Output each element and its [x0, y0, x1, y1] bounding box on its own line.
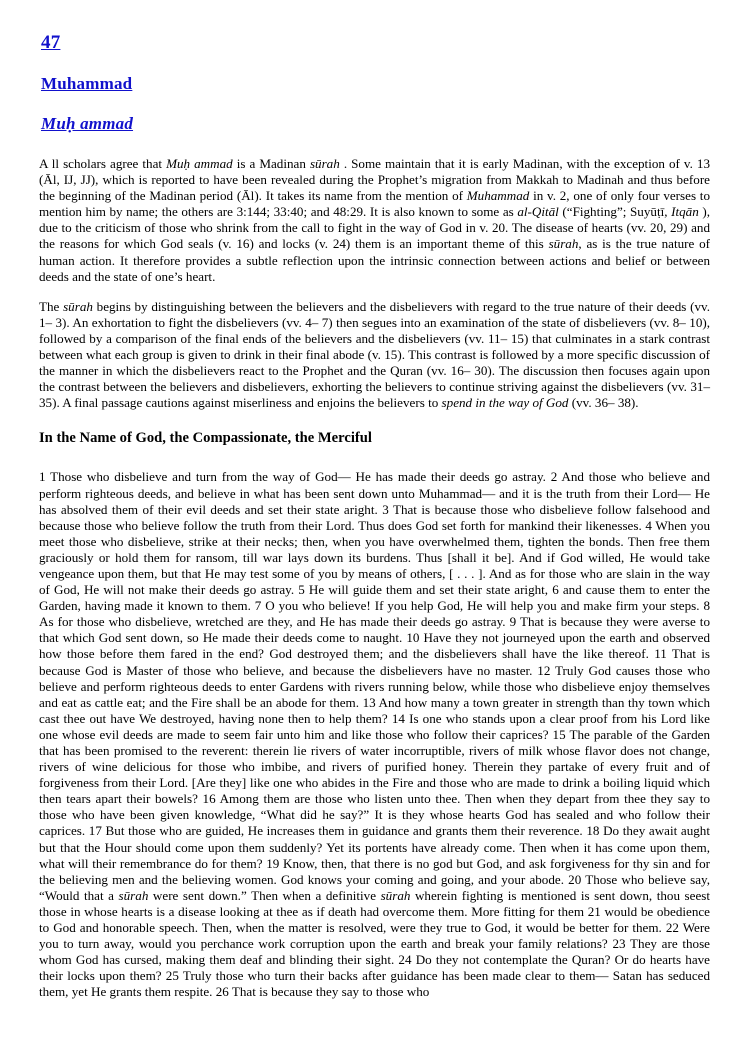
bismillah-heading: In the Name of God, the Compassionate, the Merciful — [39, 430, 372, 447]
chapter-number — [41, 32, 710, 54]
intro-paragraph-1 — [39, 156, 710, 285]
chapter-number-link[interactable]: 47 — [41, 32, 61, 53]
chapter-title-transliteration-link[interactable]: Muḥ ammad — [41, 114, 134, 133]
chapter-title-link[interactable]: Muhammad — [41, 74, 133, 93]
verse-body-text: 1 Those who disbelieve and turn from the way of God— He has made their deeds go astray. 2 And those who believe and perform righteous deeds, and believe in what has been sent down unto Muhammad— and it is the truth from their Lord— He has absolved them of their evil deeds and set their state aright. 3 That is because those who disbelieve follow falsehood and because those who believe follow the truth from their Lord. Thus does God set forth for mankind their likenesses. 4 When you meet those who disbelieve, strike at their necks; then, when you have overwhelmed them, tighten the bonds. Then free them graciously or hold them for ransom, till war lays down its burdens. Thus [shall it be]. And if God willed, He would take vengeance upon them, but that He may test some of you by means of others, [ . . . ]. And as for those who are slain in the way of God, He will not make their deeds go astray. 5 He will guide them and set their state aright, 6 and cause them to enter the Garden, having made it known to them. 7 O you who believe! If you help God, He will help you and make firm your steps. 8 As for those who disbelieve, wretched are they, and He has made their deeds go astray. 9 That is because they were averse to that which God sent down, so He made their deeds come to naught. 10 Have they not journeyed upon the earth and observed how those before them fared in the end? God destroyed them; and the disbelievers shall have the like thereof. 11 That is because God is Master of those who believe, and because the disbelievers have no master. 12 Truly God causes those who believe and perform righteous deeds to enter Gardens with rivers running below, while those who disbelieve enjoy themselves and eat as cattle eat; and the Fire shall be an abode for them. 13 And how many a town greater in strength than thy town which cast thee out have We destroyed, having none then to help them? 14 Is one who stands upon a clear proof from his Lord like one whose evil deeds are made to seem fair unto him and like those who follow their caprices? 15 The parable of the Garden that has been promised to the reverent: therein lie rivers of water incorruptible, rivers of milk whose flavor does not change, rivers of wine delicious for those who imbibe, and rivers of purified honey. Therein they partake of every fruit and of forgiveness from their Lord. [Are they] like one who abides in the Fire and those who are made to drink a boiling liquid which then tears apart their bowels? 16 Among them are those who listen unto thee. Then when they depart from thee they say to those who have been given knowledge, “What did he say?” It is they whose hearts God has sealed and who follow their caprices. 17 But those who are guided, He increases them in guidance and grants them their reverence. 18 Do they await aught but that the Hour should come upon them suddenly? Yet its portents have already come. Then when it has come upon them, what will their remembrance do for them? 19 Know, then, that there is no god but God, and ask forgiveness for thy sin and for the believing men and the believing women. God knows your coming and going, and your abode. 20 Those who believe say, “Would that a sūrah were sent down.” Then when a definitive sūrah wherein fighting is mentioned is sent down, thou seest those in whose hearts is a disease looking at thee as if death had overcome them. More fitting for them 21 would be obedience to God and honorable speech. Then, when the matter is resolved, were they true to God, it would be better for them. 22 Were you to turn away, would you perchance work corruption upon the earth and break your family relations? 23 They are those whom God has cursed, making them deaf and blinding their sight. 24 Do they not contemplate the Quran? Or do hearts have their locks upon them? 25 Truly those who turn their backs after guidance has been made clear to them— Satan has seduced them, yet He grants them respite. 26 That is because they say to those who — [39, 469, 711, 1000]
intro-paragraph-2-text: The sūrah begins by distinguishing between the believers and the disbelievers with regard to the true nature of their deeds (vv. 1– 3). An exhortation to fight the disbelievers (vv. 4– 7) then segues into an examination of the state of disbelievers (vv. 8– 10), followed by a comparison of the final ends of the believers and the disbelievers (vv. 11– 15) that culminates in a stark contrast between what each group is given to drink in their final abode (v. 15). This contrast is followed by a more specific discussion of the manner in which the disbelievers react to the Prophet and the Quran (vv. 16– 30). The discussion then focuses again upon the contrast between the believers and disbelievers, exhorting the believers to continue striving against the disbelievers (vv. 31– 35). A final passage cautions against miserliness and enjoins the believers to spend in the way of God (vv. 36– 38). — [39, 298, 710, 411]
intro-paragraph-2 — [39, 299, 710, 412]
chapter-title-transliteration — [41, 114, 710, 134]
intro-paragraph-1-text: A ll scholars agree that Muḥ ammad is a Madinan sūrah . Some maintain that it is early Madinan, with the exception of v. 13 (Āl, IJ, JJ), which is reported to have been revealed during the Prophet’s migration from Makkah to Madinah and thus before the beginning of the Madinan period (Āl). It takes its name from the mention of Muhammad in v. 2, one of only four verses to mention him by name; the others are 3:144; 33:40; and 48:29. It is also known to some as al-Qitāl (“Fighting”; Suyūṭī, Itqān ), due to the criticism of those who shrink from the call to fight in the way of God in v. 20. The disease of hearts (vv. 20, 29) and the reasons for which God seals (v. 16) and locks (v. 24) them is an important theme of this sūrah, as is the true nature of human action. It therefore provides a subtle reflection upon the intrinsic connection between actions and belief or between deeds and the state of one’s heart. — [39, 156, 711, 284]
chapter-title — [41, 74, 710, 94]
